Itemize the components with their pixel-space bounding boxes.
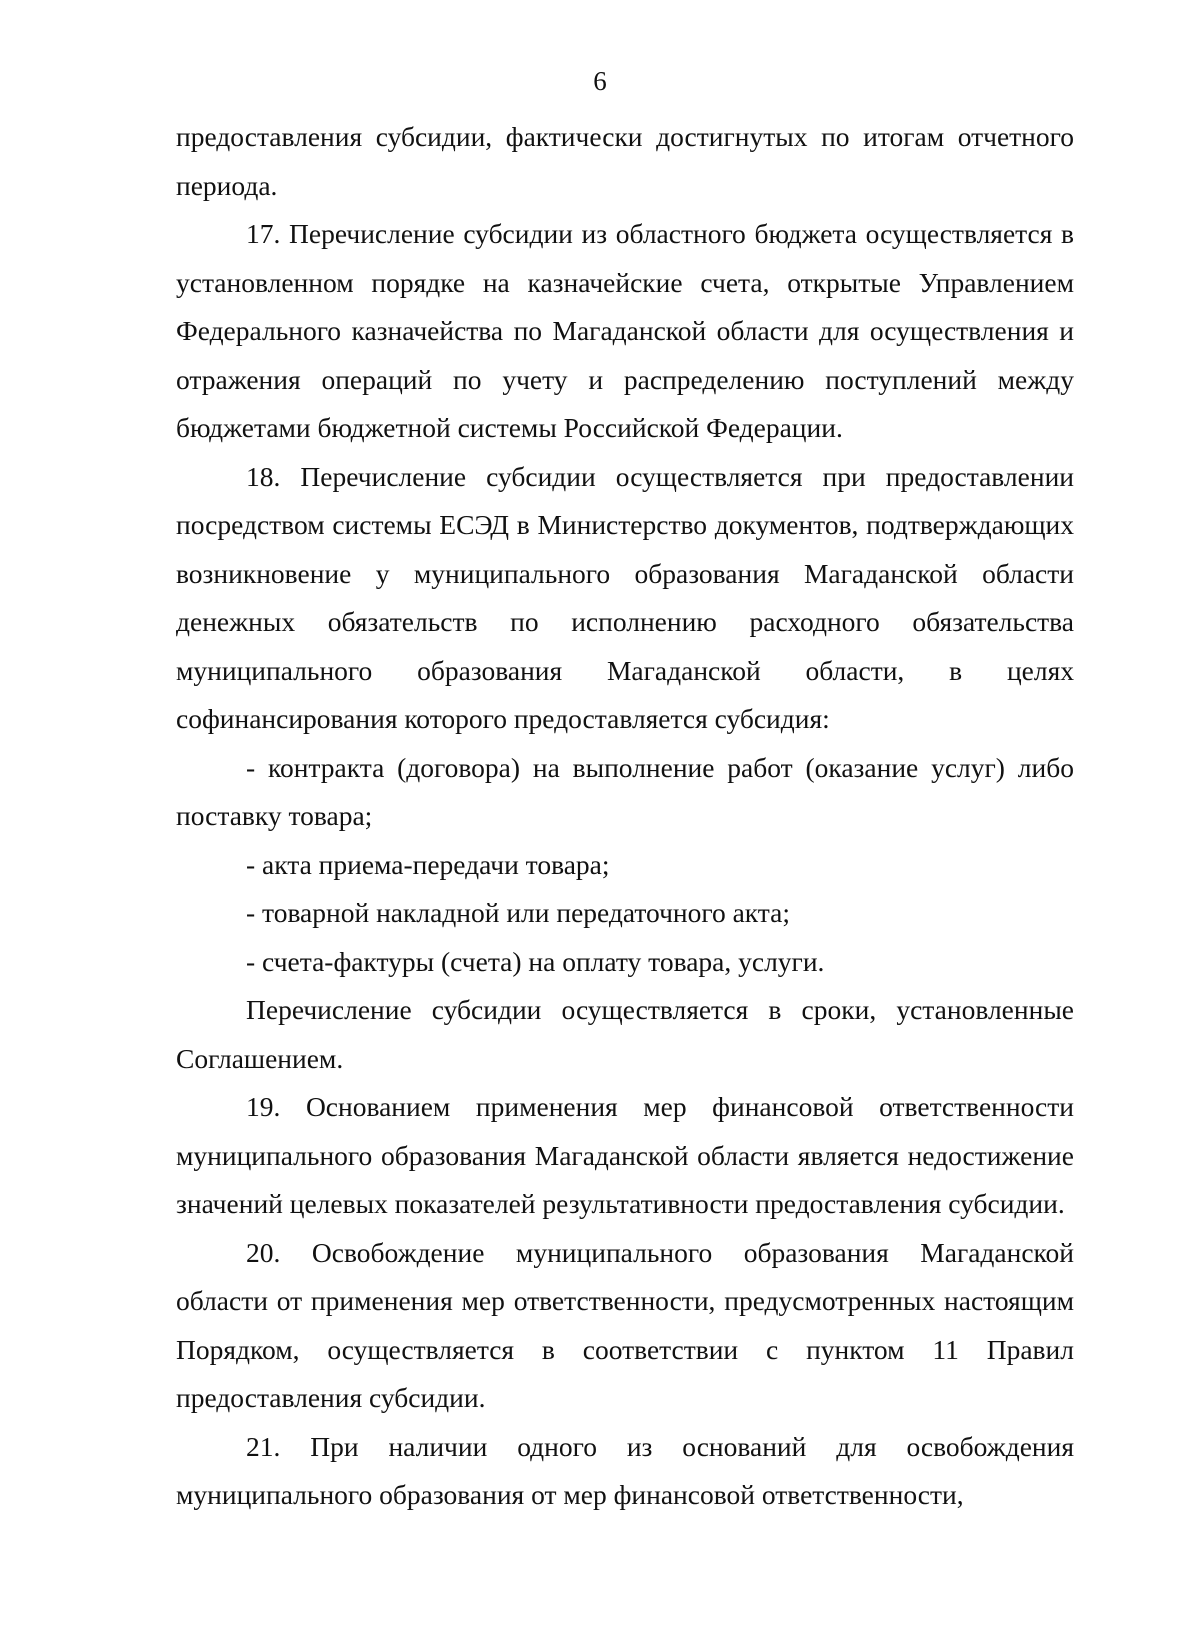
list-item-contract: - контракта (договора) на выполнение работ (оказание услуг) либо поставку товара; — [176, 751, 1074, 831]
paragraph-20: 20. Освобождение муниципального образования Магаданской области от применения мер ответственности, предусмотренных настоящим Порядком, осуществляется в соответствии с пунктом 11 Правил предоставления субсидии. — [176, 1236, 1074, 1413]
paragraph-21: 21. При наличии одного из оснований для освобождения муниципального образования от мер финансовой ответственности, — [176, 1430, 1074, 1510]
list-item-acceptance-act: - акта приема-передачи товара; — [246, 848, 610, 880]
page-number: 6 — [593, 66, 607, 96]
list-item-invoice: - счета-фактуры (счета) на оплату товара, услуги. — [246, 945, 825, 977]
paragraph-transfer-terms: Перечисление субсидии осуществляется в сроки, установленные Соглашением. — [176, 994, 1074, 1074]
document-body — [176, 113, 1074, 1520]
list-item-waybill: - товарной накладной или передаточного акта; — [246, 897, 790, 928]
paragraph-17: 17. Перечисление субсидии из областного бюджета осуществляется в установленном порядке на казначейские счета, открытые Управлением Федерального казначейства по Магаданской области для осуществления и отражения операций по учету и распределению поступлений между бюджетами бюджетной системы Российской Федерации. — [176, 218, 1074, 443]
paragraph-19: 19. Основанием применения мер финансовой ответственности муниципального образования Магаданской области является недостижение значений целевых показателей результативности предоставления субсидии. — [176, 1091, 1074, 1219]
paragraph-continuation: предоставления субсидии, фактически достигнутых по итогам отчетного периода. — [176, 121, 1074, 201]
paragraph-18: 18. Перечисление субсидии осуществляется при предоставлении посредством системы ЕСЭД в Министерство документов, подтверждающих возникновение у муниципального образования Магаданской области денежных обязательств по исполнению расходного обязательства муниципального образования Магаданской области, в целях софинансирования которого предоставляется субсидия: — [176, 460, 1074, 734]
